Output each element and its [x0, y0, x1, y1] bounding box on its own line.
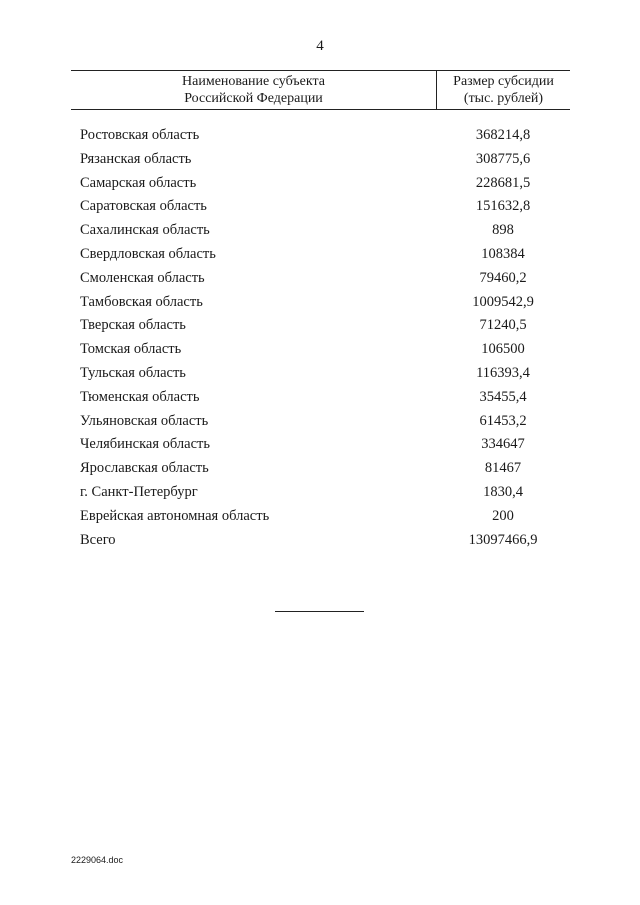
region-name: Сахалинская область	[80, 222, 210, 239]
region-name: Ярославская область	[80, 460, 209, 477]
subsidy-amount: 308775,6	[475, 150, 531, 167]
subsidy-amount: 71240,5	[479, 317, 527, 334]
subsidy-amount: 79460,2	[479, 269, 527, 286]
table-row	[0, 219, 640, 243]
region-name: Тверская область	[80, 317, 186, 334]
table-row	[0, 314, 640, 338]
subsidy-amount: 81467	[484, 460, 522, 477]
header-name-column	[71, 73, 436, 107]
subsidy-amount: 35455,4	[479, 388, 527, 405]
table-row	[0, 124, 640, 148]
region-name: Всего	[80, 531, 116, 548]
region-name: Еврейская автономная область	[80, 507, 270, 524]
subsidy-amount: 898	[492, 222, 514, 239]
table-row	[0, 338, 640, 362]
subsidy-amount: 228681,5	[475, 174, 531, 191]
header-name-line2: Российской Федерации	[184, 91, 323, 106]
table-row	[0, 362, 640, 386]
footer-file-name: 2229064.doc	[71, 855, 124, 865]
table-body	[0, 124, 640, 552]
header-top-rule	[71, 70, 570, 71]
table-row	[0, 195, 640, 219]
end-of-table-rule	[275, 611, 364, 612]
page-number: 4	[316, 38, 324, 54]
table-row	[0, 410, 640, 434]
header-amount-column	[437, 73, 570, 107]
header-name-line1: Наименование субъекта	[182, 74, 325, 89]
header-amount-line2: (тыс. рублей)	[463, 91, 544, 106]
table-row	[0, 172, 640, 196]
table-row	[0, 291, 640, 315]
table-row	[0, 243, 640, 267]
subsidy-amount: 13097466,9	[468, 531, 538, 548]
region-name: Тамбовская область	[80, 293, 203, 310]
header-bottom-rule	[71, 109, 570, 110]
region-name: Ростовская область	[80, 127, 200, 143]
subsidy-amount: 151632,8	[475, 198, 531, 215]
subsidy-amount: 61453,2	[479, 412, 527, 429]
subsidy-amount: 106500	[481, 341, 525, 358]
region-name: г. Санкт-Петербург	[80, 483, 198, 500]
subsidy-amount: 1830,4	[483, 483, 523, 500]
region-name: Самарская область	[80, 174, 197, 191]
subsidy-amount: 200	[492, 507, 514, 524]
region-name: Челябинская область	[80, 436, 210, 453]
region-name: Ульяновская область	[80, 412, 209, 429]
subsidy-amount: 116393,4	[476, 364, 530, 381]
region-name: Свердловская область	[80, 245, 216, 262]
table-row	[0, 148, 640, 172]
table-row	[0, 267, 640, 291]
region-name: Тульская область	[80, 364, 186, 381]
table-row	[0, 457, 640, 481]
subsidy-amount: 334647	[481, 436, 525, 453]
region-name: Саратовская область	[80, 198, 207, 215]
table-row	[0, 529, 640, 553]
region-name: Рязанская область	[80, 150, 192, 167]
subsidy-amount: 108384	[481, 245, 525, 262]
region-name: Тюменская область	[80, 388, 200, 405]
table-row	[0, 505, 640, 529]
region-name: Смоленская область	[80, 269, 205, 286]
table-row	[0, 481, 640, 505]
header-amount-line1: Размер субсидии	[453, 74, 554, 89]
table-row	[0, 386, 640, 410]
table-header	[71, 70, 570, 110]
table-row	[0, 433, 640, 457]
subsidy-amount: 368214,8	[475, 127, 531, 143]
subsidy-amount: 1009542,9	[472, 293, 534, 310]
region-name: Томская область	[80, 341, 182, 358]
